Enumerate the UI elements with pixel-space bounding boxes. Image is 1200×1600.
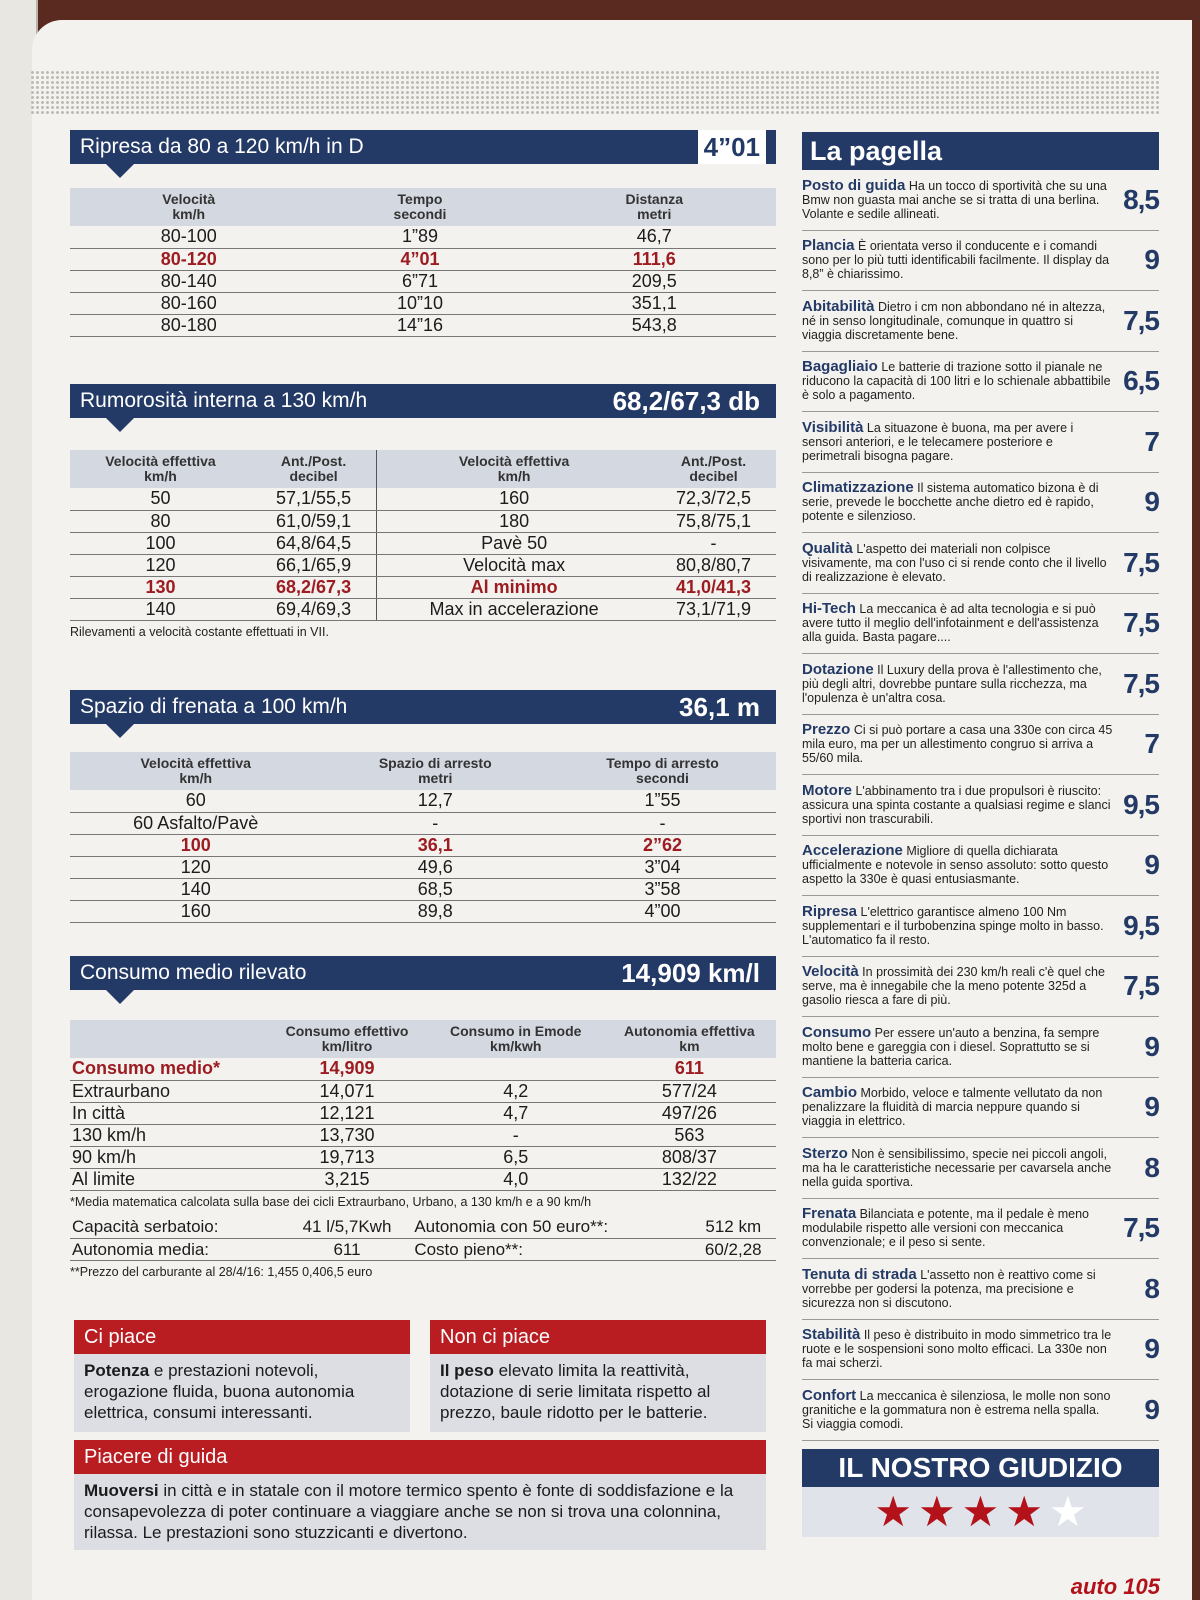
rumore-cell: 66,1/65,9 (251, 554, 377, 576)
rumore-cell: 50 (70, 488, 251, 510)
consumo-cell: - (429, 1124, 603, 1146)
frenata-cell: 140 (70, 878, 321, 900)
pagella-row (802, 1320, 1159, 1381)
consumo-note: *Media matematica calcolata sulla base dei cicli Extraurbano, Urbano, a 130 km/h e a 90 km/h (70, 1194, 592, 1209)
ripresa-col-header: Distanza metri (532, 188, 776, 226)
pagella-text: Sterzo Non è sensibilissimo, specie nei piccoli angoli, ma ha le caratteristiche necessarie per cavarsela anche nella guida sportiva. (802, 1144, 1112, 1189)
rumore-row (70, 576, 776, 598)
frenata-cell: 120 (70, 856, 321, 878)
ripresa-cell: 4”01 (307, 248, 532, 270)
pagella-text: Consumo Per essere un'auto a benzina, fa sempre molto bene e gareggia con i diesel. Soprattutto se si mantiene la batteria carica. (802, 1023, 1100, 1068)
pagella-score: 8 (1144, 1272, 1159, 1304)
ci-piace-box (74, 1320, 410, 1432)
pagella-score: 9 (1144, 1030, 1159, 1062)
frenata-cell: 68,5 (321, 878, 549, 900)
rumore-title: Rumorosità interna a 130 km/h (80, 389, 368, 412)
ci-piace-title: Ci piace (74, 1320, 410, 1354)
consumo-cell: 808/37 (603, 1146, 776, 1168)
rumore-col-header: Velocità effettiva km/h (70, 450, 251, 488)
pagella-text: Posto di guida Ha un tocco di sportività che su una Bmw non guasta mai anche se si tratta di una berlina. Volante e sedile allineati. (802, 176, 1107, 221)
consumo-cell: 12,121 (265, 1102, 428, 1124)
rumore-cell: 72,3/72,5 (651, 488, 776, 510)
pagella-text: Prezzo Ci si può portare a casa una 330e con circa 45 mila euro, ma per un allestimento congruo si arriva a 55/60 mila. (802, 721, 1113, 766)
giudizio-title: IL NOSTRO GIUDIZIO (802, 1449, 1159, 1487)
ripresa-bar (70, 130, 776, 164)
consumo-row (70, 1102, 776, 1124)
pagella-row (802, 654, 1159, 715)
frenata-cell: 49,6 (321, 856, 549, 878)
ripresa-cell: 80-120 (70, 248, 307, 270)
frenata-col-header: Spazio di arresto metri (321, 752, 549, 790)
non-ci-piace-title: Non ci piace (430, 1320, 766, 1354)
consumo-cell: 3,215 (265, 1168, 428, 1190)
giudizio-stars (802, 1487, 1159, 1537)
consumo-row (70, 1124, 776, 1146)
ripresa-cell: 209,5 (532, 270, 776, 292)
pagella-row (802, 533, 1159, 594)
pagella-text: Tenuta di strada L'assetto non è reattivo come si vorrebbe per godersi la potenza, ma precisione e sicurezza non si discutono. (802, 1265, 1096, 1310)
pagella-score: 9,5 (1123, 909, 1159, 941)
pagella-key: Climatizzazione (802, 479, 914, 497)
consumo-extra-cell: Autonomia con 50 euro**: (412, 1217, 690, 1239)
pagella-row (802, 291, 1159, 352)
pagella-score: 7,5 (1123, 546, 1159, 578)
consumo-pointer (106, 990, 134, 1004)
consumo-col-header: Consumo in Emode km/kwh (429, 1020, 603, 1058)
consumo-extra-cell: 41 l/5,7Kwh (282, 1217, 413, 1239)
consumo-cell: 14,909 (265, 1058, 428, 1080)
consumo-cell: 14,071 (265, 1080, 428, 1102)
consumo-extra-cell: 60/2,28 (691, 1239, 776, 1261)
frenata-row (70, 856, 776, 878)
frenata-cell: 60 Asfalto/Pavè (70, 812, 321, 834)
consumo-col-header: Consumo effettivo km/litro (265, 1020, 428, 1058)
pagella-key: Bagagliaio (802, 358, 878, 376)
consumo-extra (70, 1217, 776, 1262)
consumo-cell: Al limite (70, 1168, 265, 1190)
pagella-score: 7 (1144, 728, 1159, 760)
consumo-grid (70, 1020, 776, 1191)
pagella-text: Velocità In prossimità dei 230 km/h reali c'è quel che serve, ma è innegabile che la meno potente 325d a gasolio riesca a fare di più. (802, 963, 1105, 1008)
frenata-cell: 3”04 (549, 856, 776, 878)
frenata-cell: 3”58 (549, 878, 776, 900)
consumo-row (70, 1146, 776, 1168)
frenata-value: 36,1 m (673, 690, 766, 724)
pagella-score: 7,5 (1123, 667, 1159, 699)
pagella-key: Posto di guida (802, 176, 906, 194)
pagella-row (802, 1199, 1159, 1260)
rumore-cell: 69,4/69,3 (251, 598, 377, 620)
pagella-text: Motore L'abbinamento tra i due propulsori è riuscito: assicura una spinta costante a qualsiasi regime e slanci sportivi non trascurabili. (802, 781, 1111, 826)
rumore-cell: Pavè 50 (377, 532, 651, 554)
ripresa-row (70, 226, 776, 248)
pagella-panel (802, 132, 1159, 1537)
consumo-cell: 130 km/h (70, 1124, 265, 1146)
pagella-text: Frenata Bilanciata e potente, ma il pedale è meno modulabile rispetto alle versioni con meccanica convenzionale; e il peso si sente. (802, 1205, 1089, 1250)
non-ci-piace-bold: Il peso (440, 1361, 494, 1380)
ripresa-value: 4”01 (698, 130, 766, 164)
star-icon: ★ (1005, 1488, 1043, 1535)
consumo-extra-row (70, 1239, 776, 1261)
ripresa-col-header: Tempo secondi (307, 188, 532, 226)
pagella-text: Accelerazione Migliore di quella dichiarata ufficialmente e notevole in senso assoluto: sotto questo aspetto la 330e è quasi entusiasmante. (802, 842, 1109, 887)
ripresa-cell: 351,1 (532, 292, 776, 314)
frenata-row (70, 812, 776, 834)
ripresa-title: Ripresa da 80 a 120 km/h in D (80, 135, 364, 158)
pagella-key: Confort (802, 1386, 857, 1404)
star-icon: ★ (961, 1488, 1000, 1535)
frenata-grid (70, 752, 776, 923)
pagella-key: Cambio (802, 1084, 858, 1102)
pagella-row (802, 896, 1159, 957)
frenata-row (70, 834, 776, 856)
pagella-row (802, 231, 1159, 292)
pagella-text: Ripresa L'elettrico garantisce almeno 100 Nm supplementari e il turbobenzina spinge molto in basso. L'automatico fa il resto. (802, 902, 1104, 947)
pagella-text: Visibilità La situazone è buona, ma per avere i sensori anteriori, e le telecamere posteriore e perimetrali bisogna pagare. (802, 418, 1074, 463)
consumo-extra-cell: Autonomia media: (70, 1239, 282, 1261)
pagella-text: Bagagliaio Le batterie di trazione sotto il pianale ne riducono la capacità di 100 litri e lo schienale abbattibile è solo a pagamento. (802, 358, 1111, 403)
pagella-key: Stabilità (802, 1326, 861, 1344)
ripresa-cell: 14”16 (307, 314, 532, 336)
pagella-key: Plancia (802, 237, 855, 255)
pagella-score: 9 (1144, 244, 1159, 276)
pagella-key: Velocità (802, 963, 859, 981)
consumo-note2: **Prezzo del carburante al 28/4/16: 1,455 0,406,5 euro (70, 1265, 373, 1279)
consumo-bar (70, 956, 776, 990)
frenata-title: Spazio di frenata a 100 km/h (80, 695, 348, 718)
frenata-cell: - (321, 812, 549, 834)
pagella-row (802, 1017, 1159, 1078)
consumo-cell: 19,713 (265, 1146, 428, 1168)
pagella-row (802, 1259, 1159, 1320)
ripresa-cell: 6”71 (307, 270, 532, 292)
rumore-col-header: Velocità effettiva km/h (377, 450, 651, 488)
rumore-cell: Max in accelerazione (377, 598, 651, 620)
pagella-text: Climatizzazione Il sistema automatico bizona è di serie, prevede le bocchette anche dietro ed è rapido, potente e silenzioso. (802, 479, 1099, 524)
pagella-text: Stabilità Il peso è distribuito in modo simmetrico tra le ruote e le sospensioni sono molto efficaci. La 330e non fa mai scherzi. (802, 1326, 1112, 1371)
page-number: auto 105 (1070, 1574, 1160, 1599)
frenata-row (70, 878, 776, 900)
pagella-key: Frenata (802, 1205, 857, 1223)
consumo-cell: Extraurbano (70, 1080, 265, 1102)
consumo-cell: 4,7 (429, 1102, 603, 1124)
frenata-header-row (70, 752, 776, 790)
ripresa-cell: 543,8 (532, 314, 776, 336)
frenata-cell: 60 (70, 790, 321, 812)
ripresa-row (70, 248, 776, 270)
pagella-row (802, 1380, 1159, 1441)
pagella-row (802, 594, 1159, 655)
consumo-extra-cell: Costo pieno**: (412, 1239, 690, 1261)
rumore-cell: Velocità max (377, 554, 651, 576)
pagella-key: Accelerazione (802, 842, 903, 860)
star-icon: ★ (1048, 1488, 1087, 1535)
pagella-score: 9 (1144, 1091, 1159, 1123)
pagella-score: 9 (1144, 486, 1159, 518)
pagella-row (802, 412, 1159, 473)
pagella-key: Qualità (802, 539, 853, 557)
frenata-bar (70, 690, 776, 724)
pagella-row (802, 957, 1159, 1018)
rumore-cell: 41,0/41,3 (651, 576, 776, 598)
ripresa-cell: 1”89 (307, 226, 532, 248)
consumo-row (70, 1168, 776, 1190)
consumo-header-row (70, 1020, 776, 1058)
consumo-extra-row (70, 1217, 776, 1239)
rumore-row (70, 488, 776, 510)
pagella-row (802, 1078, 1159, 1139)
rumore-cell: 130 (70, 576, 251, 598)
pagella-score: 7,5 (1123, 970, 1159, 1002)
ci-piace-text: e prestazioni notevoli, erogazione fluida, buona autonomia elettrica, consumi interessanti. (84, 1361, 355, 1422)
rumore-col-header: Ant./Post. decibel (651, 450, 776, 488)
rumore-cell: 80,8/80,7 (651, 554, 776, 576)
frenata-table (70, 752, 776, 923)
frenata-col-header: Velocità effettiva km/h (70, 752, 321, 790)
consumo-cell: 13,730 (265, 1124, 428, 1146)
rumore-row (70, 510, 776, 532)
consumo-cell: 90 km/h (70, 1146, 265, 1168)
frenata-cell: 1”55 (549, 790, 776, 812)
rumore-row (70, 598, 776, 620)
pagella-key: Consumo (802, 1023, 872, 1041)
rumore-cell: - (651, 532, 776, 554)
rumore-cell: 120 (70, 554, 251, 576)
rumore-cell: 160 (377, 488, 651, 510)
frenata-col-header: Tempo di arresto secondi (549, 752, 776, 790)
frenata-cell: 4”00 (549, 900, 776, 922)
consumo-col-header (70, 1020, 265, 1058)
pagella-key: Sterzo (802, 1144, 848, 1162)
rumore-header-row (70, 450, 776, 488)
pagella-score: 8 (1144, 1151, 1159, 1183)
pagella-row (802, 473, 1159, 534)
consumo-extra-cell: 512 km (691, 1217, 776, 1239)
consumo-cell: 563 (603, 1124, 776, 1146)
consumo-cell: 497/26 (603, 1102, 776, 1124)
ripresa-grid (70, 188, 776, 337)
rumore-bar (70, 384, 776, 418)
ripresa-cell: 111,6 (532, 248, 776, 270)
pagella-text: Hi-Tech La meccanica è ad alta tecnologia e si può avere tutto il meglio dell'infotainment e dell'assistenza alla guida. Basta pagare.... (802, 600, 1099, 645)
pagella-key: Dotazione (802, 660, 874, 678)
consumo-extra-cell: Capacità serbatoio: (70, 1217, 282, 1239)
pagella-key: Visibilità (802, 418, 864, 436)
consumo-cell: 132/22 (603, 1168, 776, 1190)
piacere-bold: Muoversi (84, 1481, 159, 1500)
non-ci-piace-text: elevato limita la reattività, dotazione di serie limitata rispetto al prezzo, baule ridotto per le batterie. (440, 1361, 711, 1422)
rumore-cell: 75,8/75,1 (651, 510, 776, 532)
pagella-row (802, 775, 1159, 836)
dotted-header-band (30, 70, 1160, 115)
ripresa-row (70, 270, 776, 292)
rumore-cell: 68,2/67,3 (251, 576, 377, 598)
consumo-cell: 6,5 (429, 1146, 603, 1168)
pagella-text: Qualità L'aspetto dei materiali non colpisce visivamente, ma con l'uso ci si rende conto che il livello di realizzazione è elevato. (802, 539, 1107, 584)
rumore-cell: 100 (70, 532, 251, 554)
consumo-value: 14,909 km/l (615, 956, 766, 990)
pagella-score: 9 (1144, 849, 1159, 881)
rumore-cell: 180 (377, 510, 651, 532)
ci-piace-bold: Potenza (84, 1361, 150, 1380)
rumore-cell: 64,8/64,5 (251, 532, 377, 554)
piacere-text: in città e in statale con il motore termico spento è fonte di soddisfazione e la consapevolezza di poter continuare a viaggiare anche se non si trova una colonnina, rilassa. Le prestazioni sono stuzzicanti e divertono. (84, 1481, 734, 1542)
consumo-cell: 577/24 (603, 1080, 776, 1102)
consumo-cell: 4,0 (429, 1168, 603, 1190)
pagella-text: Abitabilità Dietro i cm non abbondano né in altezza, né in senso longitudinale, comunque in quattro si viaggia discretamente bene. (802, 297, 1106, 342)
rumore-cell: Al minimo (377, 576, 651, 598)
frenata-cell: - (549, 812, 776, 834)
pagella-score: 9,5 (1123, 788, 1159, 820)
pagella-key: Motore (802, 781, 852, 799)
pagella-key: Tenuta di strada (802, 1265, 917, 1283)
consumo-cell: Consumo medio* (70, 1058, 265, 1080)
ripresa-cell: 10”10 (307, 292, 532, 314)
frenata-pointer (106, 724, 134, 738)
rumore-cell: 73,1/71,9 (651, 598, 776, 620)
frenata-cell: 12,7 (321, 790, 549, 812)
consumo-col-header: Autonomia effettiva km (603, 1020, 776, 1058)
consumo-cell: 611 (603, 1058, 776, 1080)
consumo-cell: In città (70, 1102, 265, 1124)
piacere-box (74, 1440, 766, 1550)
pagella-text: Confort La meccanica è silenziosa, le molle non sono granitiche e la gommatura non è estrema nella spalla. Si viaggia comodi. (802, 1386, 1111, 1431)
frenata-row (70, 900, 776, 922)
pagella-row (802, 1138, 1159, 1199)
pagella-list (802, 170, 1159, 1441)
ripresa-pointer (106, 164, 134, 178)
star-icon: ★ (918, 1488, 956, 1535)
pagella-row (802, 170, 1159, 231)
pagella-key: Abitabilità (802, 297, 875, 315)
pagella-score: 7 (1144, 425, 1159, 457)
rumore-col-header: Ant./Post. decibel (251, 450, 377, 488)
pagella-text: Cambio Morbido, veloce e talmente vellutato da non penalizzare la fluidità di marcia neppure quando si viaggia in elettrico. (802, 1084, 1103, 1129)
pagella-row (802, 836, 1159, 897)
ripresa-cell: 80-180 (70, 314, 307, 336)
frenata-cell: 160 (70, 900, 321, 922)
piacere-title: Piacere di guida (74, 1440, 766, 1474)
frenata-cell: 100 (70, 834, 321, 856)
pagella-score: 7,5 (1123, 304, 1159, 336)
ripresa-cell: 80-140 (70, 270, 307, 292)
rumore-value: 68,2/67,3 db (607, 384, 766, 418)
pagella-key: Ripresa (802, 902, 858, 920)
pagella-score: 9 (1144, 1393, 1159, 1425)
pagella-row (802, 352, 1159, 413)
frenata-cell: 2”62 (549, 834, 776, 856)
consumo-table (70, 1020, 776, 1279)
rumore-cell: 80 (70, 510, 251, 532)
rumore-row (70, 532, 776, 554)
ripresa-cell: 80-100 (70, 226, 307, 248)
pagella-score: 8,5 (1123, 183, 1159, 215)
ripresa-row (70, 292, 776, 314)
ripresa-col-header: Velocità km/h (70, 188, 307, 226)
pagella-score: 6,5 (1123, 365, 1159, 397)
frenata-cell: 36,1 (321, 834, 549, 856)
pagella-score: 7,5 (1123, 607, 1159, 639)
rumore-table (70, 450, 776, 639)
ripresa-row (70, 314, 776, 336)
rumore-cell: 57,1/55,5 (251, 488, 377, 510)
non-ci-piace-box (430, 1320, 766, 1432)
consumo-cell (429, 1058, 603, 1080)
pagella-row (802, 715, 1159, 776)
rumore-cell: 61,0/59,1 (251, 510, 377, 532)
ripresa-cell: 46,7 (532, 226, 776, 248)
consumo-row (70, 1080, 776, 1102)
ripresa-header-row (70, 188, 776, 226)
ripresa-table (70, 188, 776, 337)
pagella-score: 7,5 (1123, 1212, 1159, 1244)
pagella-key: Hi-Tech (802, 600, 856, 618)
rumore-pointer (106, 418, 134, 432)
consumo-row (70, 1058, 776, 1080)
pagella-title: La pagella (802, 132, 1159, 170)
rumore-note: Rilevamenti a velocità costante effettuati in VII. (70, 624, 329, 639)
rumore-row (70, 554, 776, 576)
rumore-cell: 140 (70, 598, 251, 620)
pagella-text: Dotazione Il Luxury della prova è l'allestimento che, più degli altri, dovrebbe puntare sulla ricchezza, ma l'opulenza è un'altra cosa. (802, 660, 1102, 705)
star-icon: ★ (874, 1488, 913, 1535)
rumore-grid (70, 450, 776, 621)
consumo-extra-cell: 611 (282, 1239, 413, 1261)
frenata-cell: 89,8 (321, 900, 549, 922)
consumo-cell: 4,2 (429, 1080, 603, 1102)
consumo-title: Consumo medio rilevato (80, 961, 307, 984)
pagella-score: 9 (1144, 1333, 1159, 1365)
pagella-text: Plancia È orientata verso il conducente e i comandi sono per lo più tutti identificabili facilmente. Il display da 8,8” è chiarissimo. (802, 237, 1110, 282)
ripresa-cell: 80-160 (70, 292, 307, 314)
frenata-row (70, 790, 776, 812)
pagella-key: Prezzo (802, 721, 851, 739)
